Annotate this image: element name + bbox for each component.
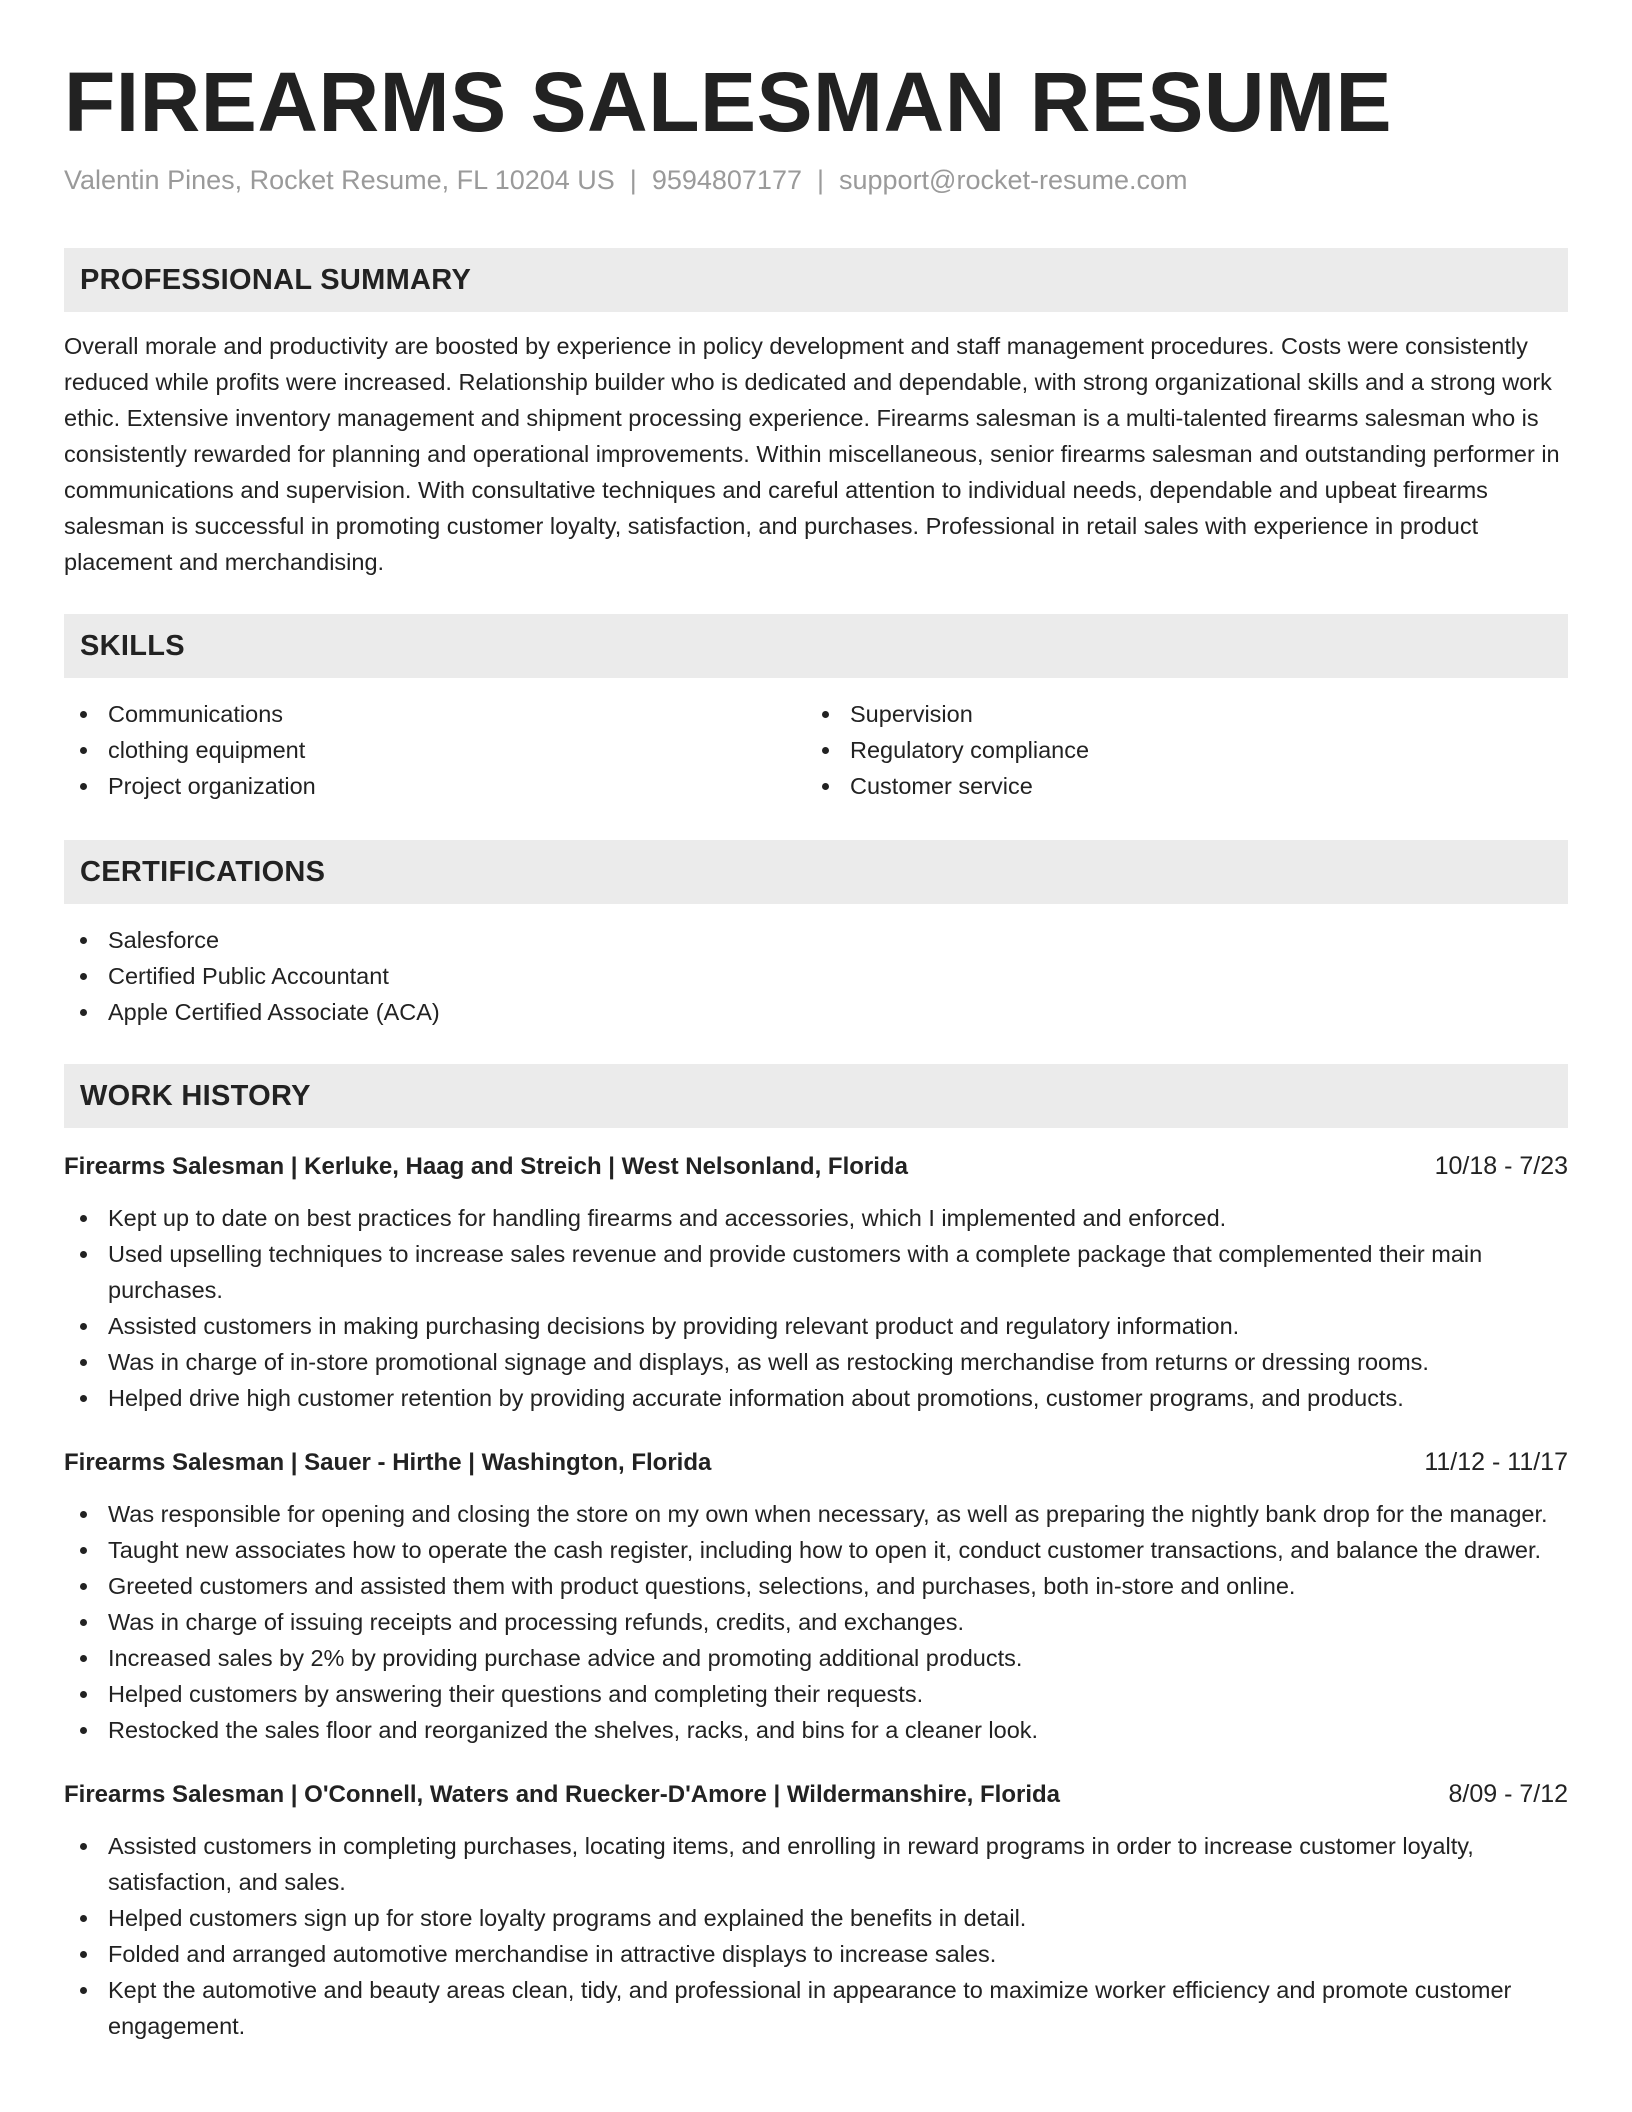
bullet-icon — [80, 1323, 87, 1330]
bullet-icon — [80, 1619, 87, 1626]
job-bullet: Helped drive high customer retention by providing accurate information about promotions, customer programs, and products. — [64, 1380, 1568, 1416]
contact-line — [64, 162, 1568, 198]
certifications-list — [64, 922, 1568, 1030]
bullet-icon — [80, 1511, 87, 1518]
professional-summary-text: Overall morale and productivity are boosted by experience in policy development and staff management procedures. Costs were consistently reduced while profits were increased. Relationship builder who is dedicated and dependable, with strong organizational skills and a strong work ethic. Extensive inventory management and shipment processing experience. Firearms salesman is a multi-talented firearms salesman who is consistently rewarded for planning and operational improvements. Within miscellaneous, senior firearms salesman and outstanding performer in communications and supervision. With consultative techniques and careful attention to individual needs, dependable and upbeat firearms salesman is successful in promoting customer loyalty, satisfaction, and purchases. Professional in retail sales with experience in product placement and merchandising. — [64, 333, 1560, 575]
job-bullet-list — [64, 1200, 1568, 1416]
bullet-icon — [80, 937, 87, 944]
bullet-icon — [80, 1691, 87, 1698]
job-bullet: Was in charge of in-store promotional signage and displays, as well as restocking merchandise from returns or dressing rooms. — [64, 1344, 1568, 1380]
bullet-icon — [80, 1987, 87, 1994]
certification-item: Salesforce — [64, 922, 1568, 958]
contact-phone: 9594807177 — [651, 165, 802, 195]
job-header — [64, 1776, 1568, 1812]
section-header-professional-summary: PROFESSIONAL SUMMARY — [64, 248, 1568, 312]
skill-item: Regulatory compliance — [806, 732, 1548, 768]
job-bullet: Assisted customers in completing purchases, locating items, and enrolling in reward programs in order to increase customer loyalty, satisfaction, and sales. — [64, 1828, 1568, 1900]
bullet-icon — [80, 783, 87, 790]
bullet-icon — [80, 1547, 87, 1554]
contact-email: support@rocket-resume.com — [839, 165, 1188, 195]
job-bullet: Increased sales by 2% by providing purchase advice and promoting additional products. — [64, 1640, 1568, 1676]
bullet-icon — [822, 783, 829, 790]
skills-column-right — [806, 696, 1548, 804]
skills-grid — [64, 696, 1568, 804]
job-bullet: Assisted customers in making purchasing decisions by providing relevant product and regulatory information. — [64, 1308, 1568, 1344]
section-header-work-history: WORK HISTORY — [64, 1064, 1568, 1128]
contact-separator: | — [629, 165, 637, 195]
job-bullet: Helped customers by answering their questions and completing their requests. — [64, 1676, 1568, 1712]
bullet-icon — [80, 1915, 87, 1922]
job-bullet: Greeted customers and assisted them with product questions, selections, and purchases, both in-store and online. — [64, 1568, 1568, 1604]
skill-item: Communications — [64, 696, 806, 732]
job-dates: 8/09 - 7/12 — [1448, 1780, 1568, 1808]
bullet-icon — [80, 1215, 87, 1222]
skill-item: Customer service — [806, 768, 1548, 804]
job-bullet: Folded and arranged automotive merchandise in attractive displays to increase sales. — [64, 1936, 1568, 1972]
certification-item: Apple Certified Associate (ACA) — [64, 994, 1568, 1030]
bullet-icon — [80, 1009, 87, 1016]
section-header-certifications: CERTIFICATIONS — [64, 840, 1568, 904]
contact-separator: | — [816, 165, 824, 195]
bullet-icon — [80, 747, 87, 754]
job-entry — [64, 1148, 1568, 1416]
job-bullet: Was responsible for opening and closing the store on my own when necessary, as well as preparing the nightly bank drop for the manager. — [64, 1496, 1568, 1532]
job-title: Firearms Salesman | Sauer - Hirthe | Washington, Florida — [64, 1449, 712, 1476]
section-header-skills: SKILLS — [64, 614, 1568, 678]
job-title: Firearms Salesman | O'Connell, Waters and Ruecker-D'Amore | Wildermanshire, Florida — [64, 1781, 1061, 1808]
job-dates: 11/12 - 11/17 — [1424, 1448, 1568, 1476]
certification-item: Certified Public Accountant — [64, 958, 1568, 994]
bullet-icon — [80, 1395, 87, 1402]
job-bullet: Restocked the sales floor and reorganized the shelves, racks, and bins for a cleaner look. — [64, 1712, 1568, 1748]
job-bullet-list — [64, 1496, 1568, 1748]
bullet-icon — [822, 711, 829, 718]
job-dates: 10/18 - 7/23 — [1434, 1152, 1568, 1180]
bullet-icon — [80, 973, 87, 980]
job-title: Firearms Salesman | Kerluke, Haag and Streich | West Nelsonland, Florida — [64, 1153, 908, 1180]
job-bullet: Kept the automotive and beauty areas clean, tidy, and professional in appearance to maximize worker efficiency and promote customer engagement. — [64, 1972, 1568, 2044]
bullet-icon — [822, 747, 829, 754]
job-bullet: Helped customers sign up for store loyalty programs and explained the benefits in detail. — [64, 1900, 1568, 1936]
bullet-icon — [80, 1951, 87, 1958]
job-bullet: Used upselling techniques to increase sales revenue and provide customers with a complete package that complemented their main purchases. — [64, 1236, 1568, 1308]
job-header — [64, 1148, 1568, 1184]
skills-column-left — [64, 696, 806, 804]
bullet-icon — [80, 711, 87, 718]
job-header — [64, 1444, 1568, 1480]
resume-title: FIREARMS SALESMAN RESUME — [64, 55, 1393, 149]
job-bullet-list — [64, 1828, 1568, 2044]
job-bullet: Was in charge of issuing receipts and processing refunds, credits, and exchanges. — [64, 1604, 1568, 1640]
job-entry — [64, 1776, 1568, 2044]
bullet-icon — [80, 1583, 87, 1590]
job-entry — [64, 1444, 1568, 1748]
bullet-icon — [80, 1843, 87, 1850]
contact-address: Valentin Pines, Rocket Resume, FL 10204 US — [64, 165, 615, 195]
bullet-icon — [80, 1359, 87, 1366]
bullet-icon — [80, 1251, 87, 1258]
skill-item: Project organization — [64, 768, 806, 804]
bullet-icon — [80, 1727, 87, 1734]
job-bullet: Kept up to date on best practices for handling firearms and accessories, which I implemented and enforced. — [64, 1200, 1568, 1236]
bullet-icon — [80, 1655, 87, 1662]
job-bullet: Taught new associates how to operate the cash register, including how to open it, conduct customer transactions, and balance the drawer. — [64, 1532, 1568, 1568]
skill-item: clothing equipment — [64, 732, 806, 768]
skill-item: Supervision — [806, 696, 1548, 732]
